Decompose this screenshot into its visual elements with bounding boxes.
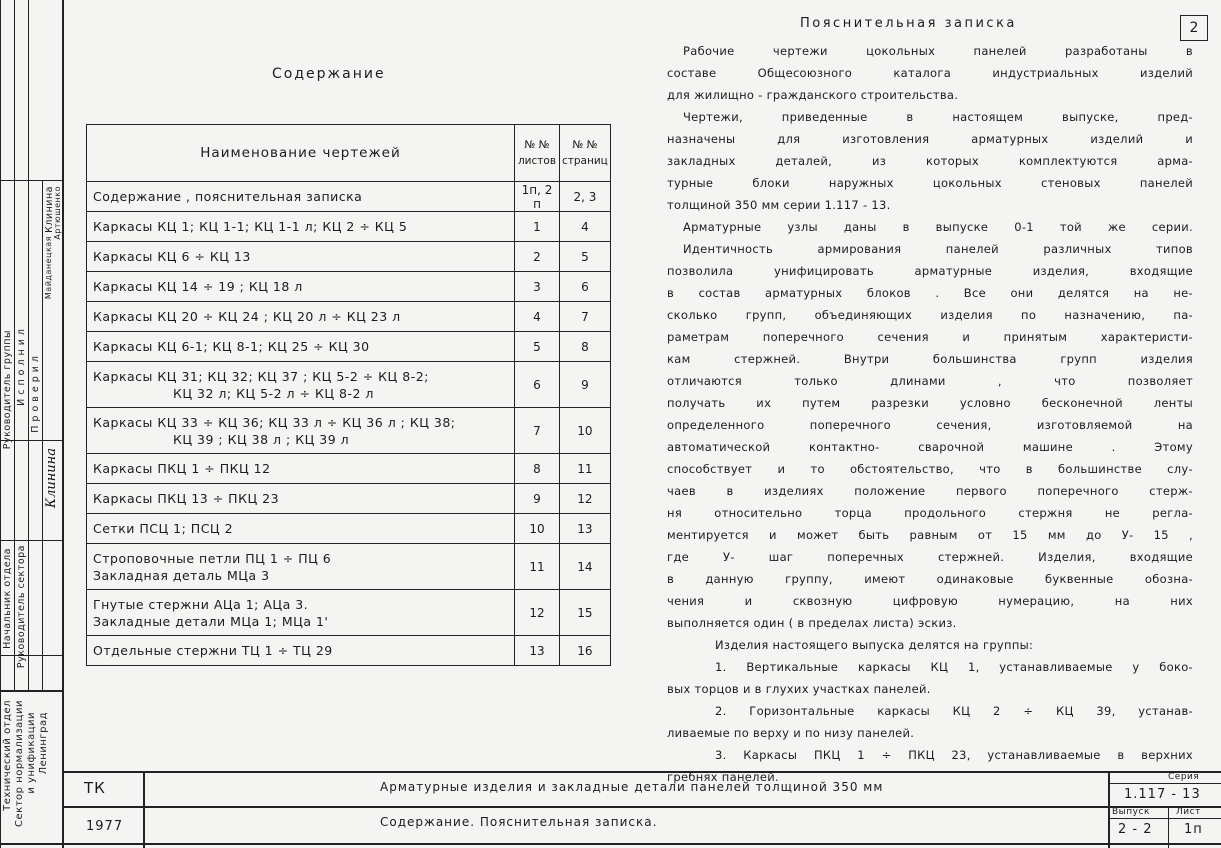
contents-row-page: 4 [560,212,611,242]
note-line: ня относительно торца продольного стержня не регла- [667,506,1193,520]
page-number: 2 [1180,15,1208,41]
stamp-org-1: Технический отдел [2,700,13,811]
stamp-org-4: Ленинград [38,712,49,775]
stamp-role-check: Проверил [30,352,41,433]
title-main: Арматурные изделия и закладные детали панелей толщиной 350 мм [380,780,884,794]
contents-row-page: 12 [560,484,611,514]
contents-row-sheet: 4 [515,302,560,332]
note-line: 3. Каркасы ПКЦ 1 ÷ ПКЦ 23, устанавливаемые в верхних [715,748,1193,762]
note-line: гребнях панелей. [667,770,779,784]
title-code: ТК [84,779,106,797]
note-line: способствует и то обстоятельство, что в большинстве слу- [667,462,1193,476]
contents-row-name [87,544,515,590]
contents-row-page: 13 [560,514,611,544]
note-line: для жилищно - гражданского строительства. [667,88,959,102]
contents-row-name-line: Закладная деталь МЦа 3 [93,567,270,583]
contents-row-sheet: 10 [515,514,560,544]
contents-row-page: 16 [560,636,611,666]
contents-row-sheet: 7 [515,408,560,454]
contents-row [87,544,611,590]
stamp-col-1 [0,0,1,848]
contents-row [87,302,611,332]
note-line: кам стержней. Внутри большинства групп изделия [667,352,1193,366]
sheet-label: Лист [1176,807,1201,817]
note-line: назначены для изготовления арматурных изделий и [667,132,1193,146]
frame-title-mid [62,806,1221,808]
note-line: чаев в изделиях положение первого поперечного стерж- [667,484,1193,498]
header-sheets-line2: листов [517,155,557,167]
title-divider-3 [1168,806,1169,848]
contents-row-name-line: Каркасы КЦ 33 ÷ КЦ 36; КЦ 33 л ÷ КЦ 36 л ; КЦ 38; [93,414,456,430]
contents-row-page: 5 [560,242,611,272]
stamp-row-3 [0,540,62,541]
contents-row-name [87,454,515,484]
stamp-role-exec: Исполнил [16,325,27,406]
contents-row [87,636,611,666]
note-line: в данную группу, имеют одинаковые буквенные обозна- [667,572,1193,586]
note-line: автоматической контактно- сварочной машине . Этому [667,440,1193,454]
contents-row-sheet: 12 [515,590,560,636]
contents-row-name [87,362,515,408]
note-line: получать их путем разрезки условно бесконечной ленты [667,396,1193,410]
title-divider-1 [143,771,145,848]
note-line: позволила унифицировать арматурные изделия, входящие [667,264,1193,278]
contents-row-name-line: Гнутые стержни АЦа 1; АЦа 3. [93,596,309,612]
stamp-org-3: и унификации [26,712,37,794]
contents-row-sheet: 5 [515,332,560,362]
contents-row-name [87,272,515,302]
contents-row-page: 2, 3 [560,182,611,212]
note-line: закладных деталей, из которых комплектуются арма- [667,154,1193,168]
contents-row [87,484,611,514]
note-line: Чертежи, приведенные в настоящем выпуске, пред- [683,110,1193,124]
contents-row-name-line: Содержание , пояснительная записка [93,189,363,204]
stamp-role-sector: Руководитель сектора [16,545,27,669]
stamp-name-1: Клинина [44,186,55,233]
contents-title: Содержание [272,66,386,82]
note-title: Пояснительная записка [800,16,1017,31]
contents-row [87,362,611,408]
contents-row [87,212,611,242]
contents-row-name-line: КЦ 32 л; КЦ 5-2 л ÷ КЦ 8-2 л [173,385,374,401]
contents-row-name-line: Каркасы КЦ 6 ÷ КЦ 13 [93,249,251,264]
header-pages-line1: № № [572,139,598,151]
note-line: Изделия настоящего выпуска делятся на группы: [715,638,1034,652]
stamp-org-2: Сектор нормализации [14,700,25,827]
note-line: выполняется один ( в пределах листа) эскиз. [667,616,957,630]
issue-value: 2 - 2 [1118,822,1153,837]
stamp-col-4 [42,180,43,690]
contents-row-sheet: 1п, 2 п [515,182,560,212]
contents-row [87,590,611,636]
series-value: 1.117 - 13 [1124,787,1201,802]
note-line: отличаются только длинами , что позволяет [667,374,1193,388]
contents-row-sheet: 3 [515,272,560,302]
contents-row-name [87,182,515,212]
contents-row-name [87,302,515,332]
contents-row-name-line: Каркасы ПКЦ 13 ÷ ПКЦ 23 [93,491,280,506]
contents-table [86,124,611,666]
note-body [667,40,1193,788]
contents-row-page: 10 [560,408,611,454]
contents-row [87,514,611,544]
note-line: толщиной 350 мм серии 1.117 - 13. [667,198,891,212]
contents-row-name [87,242,515,272]
note-line: чения и сквозную цифровую нумерацию, на них [667,594,1193,608]
contents-row-sheet: 2 [515,242,560,272]
note-line: раметрам поперечного сечения и принятым характеристи- [667,330,1193,344]
contents-row [87,242,611,272]
contents-row-name-line: Каркасы КЦ 14 ÷ 19 ; КЦ 18 л [93,279,303,294]
frame-bottom [0,843,1221,845]
stamp-col-3 [28,0,29,690]
note-line: ливаемые по верху и по низу панелей. [667,726,915,740]
sheet-value: 1п [1184,822,1203,837]
series-label: Серия [1168,772,1200,782]
header-name: Наименование чертежей [87,125,515,182]
note-line: сколько групп, объединяющих изделия по назначению, па- [667,308,1193,322]
contents-row-page: 6 [560,272,611,302]
contents-row-name-line: Отдельные стержни ТЦ 1 ÷ ТЦ 29 [93,643,333,658]
contents-row-page: 15 [560,590,611,636]
contents-row-page: 7 [560,302,611,332]
contents-row-sheet: 8 [515,454,560,484]
note-line: где У- шаг поперечных стержней. Изделия, входящие [667,550,1193,564]
contents-row-name-line: Строповочные петли ПЦ 1 ÷ ПЦ 6 [93,550,332,566]
header-pages [560,125,611,182]
contents-row-name-line: Каркасы ПКЦ 1 ÷ ПКЦ 12 [93,461,271,476]
frame-left [62,0,64,848]
contents-row-sheet: 11 [515,544,560,590]
note-line: определенного поперечного сечения, изготовляемой на [667,418,1193,432]
title-sub: Содержание. Пояснительная записка. [380,815,658,829]
stamp-name-3: Майданецкая [44,236,53,300]
contents-row [87,332,611,362]
contents-row-page: 8 [560,332,611,362]
note-line: Идентичность армирования панелей различных типов [683,242,1193,256]
contents-row-name [87,636,515,666]
contents-row-page: 14 [560,544,611,590]
contents-row [87,272,611,302]
stamp-row-5 [0,690,62,692]
title-hline-small [1108,818,1221,819]
contents-row-name-line: Каркасы КЦ 20 ÷ КЦ 24 ; КЦ 20 л ÷ КЦ 23 л [93,309,401,324]
note-line: 2. Горизонтальные каркасы КЦ 2 ÷ КЦ 39, устанав- [715,704,1193,718]
header-pages-line2: страниц [562,155,608,167]
header-sheets-line1: № № [524,139,550,151]
stamp-row-4 [0,655,62,656]
note-line: составе Общесоюзного каталога индустриальных изделий [667,66,1193,80]
contents-row-sheet: 9 [515,484,560,514]
note-line: вых торцов и в глухих участках панелей. [667,682,931,696]
contents-row-name-line: Каркасы КЦ 1; КЦ 1-1; КЦ 1-1 л; КЦ 2 ÷ КЦ 5 [93,219,408,234]
contents-row-sheet: 6 [515,362,560,408]
contents-row-name [87,332,515,362]
header-sheets [515,125,560,182]
contents-row-name-line: Каркасы КЦ 6-1; КЦ 8-1; КЦ 25 ÷ КЦ 30 [93,339,370,354]
note-line: в состав арматурных блоков . Все они делятся на не- [667,286,1193,300]
contents-row-page: 11 [560,454,611,484]
note-line: турные блоки наружных цокольных стеновых панелей [667,176,1193,190]
contents-row [87,182,611,212]
stamp-row-1 [0,180,62,181]
contents-row-name [87,484,515,514]
contents-row-name-line: Закладные детали МЦа 1; МЦа 1' [93,613,329,629]
stamp-signature: Клинина [44,448,59,508]
note-line: 1. Вертикальные каркасы КЦ 1, устанавливаемые у боко- [715,660,1193,674]
stamp-col-2 [14,0,15,690]
stamp-name-2: Артюшенко [53,186,62,240]
note-line: Арматурные узлы даны в выпуске 0-1 той же серии. [683,220,1193,234]
contents-row-name-line: Каркасы КЦ 31; КЦ 32; КЦ 37 ; КЦ 5-2 ÷ КЦ 8-2; [93,368,429,384]
contents-row-sheet: 13 [515,636,560,666]
contents-row-page: 9 [560,362,611,408]
contents-header-row [87,125,611,182]
contents-row [87,408,611,454]
contents-row [87,454,611,484]
contents-row-name-line: КЦ 39 ; КЦ 38 л ; КЦ 39 л [173,431,350,447]
stamp-role-dept: Начальник отдела [2,548,13,649]
contents-row-name [87,212,515,242]
note-line: ментируется и может быть равным от 15 мм до У- 15 , [667,528,1193,542]
title-year: 1977 [86,819,124,834]
contents-row-name [87,408,515,454]
contents-row-name [87,590,515,636]
contents-row-name-line: Сетки ПСЦ 1; ПСЦ 2 [93,521,234,536]
issue-label: Выпуск [1112,807,1150,817]
stamp-role-head: Руководитель группы [2,330,13,450]
note-line: Рабочие чертежи цокольных панелей разработаны в [683,44,1193,58]
contents-row-sheet: 1 [515,212,560,242]
contents-row-name [87,514,515,544]
